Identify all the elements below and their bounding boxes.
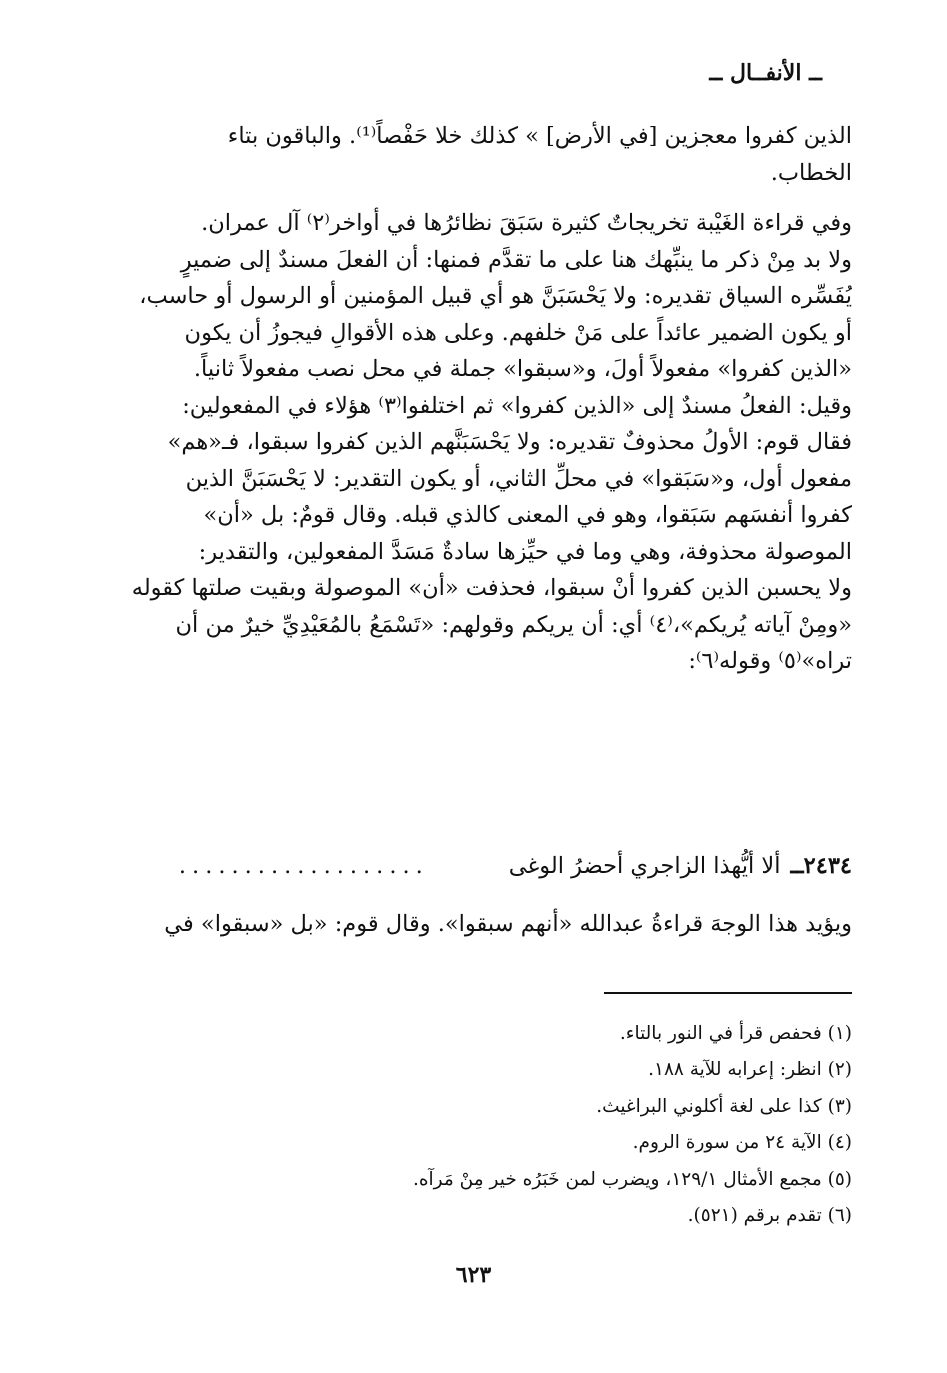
body-text bbox=[107, 118, 852, 680]
body-line: «الذين كفروا» مفعولاً أولَ، و«سبقوا» جملة في محل نصب مفعولاً ثانياً. bbox=[193, 356, 852, 382]
body-line: «ومِنْ آياته يُريكم»،⁽٤⁾ أي: أن يريكم وقولهم: «تَسْمَعُ بالمُعَيْدِيِّ خيرٌ من أن bbox=[175, 611, 852, 638]
chapter-header: ــ الأنفــال ــ bbox=[709, 60, 822, 86]
poetry-verse bbox=[107, 848, 852, 884]
body-line: مفعول أول، و«سَبَقوا» في محلِّ الثاني، أو يكون التقدير: لا يَحْسَبَنَّ الذين bbox=[185, 465, 852, 492]
body-line: أو يكون الضمير عائداً على مَنْ خلفهم. وعلى هذه الأقوالِ فيجوزُ أن يكون bbox=[184, 319, 852, 346]
footnote: (٤) الآية ٢٤ من سورة الروم. bbox=[632, 1132, 852, 1154]
verse-number: ٢٤٣٤ــ bbox=[790, 853, 852, 879]
footnote: (٦) تقدم برقم (٥٢١). bbox=[687, 1205, 852, 1227]
footnote: (١) فحفص قرأ في النور بالتاء. bbox=[619, 1023, 852, 1044]
body-line: وقيل: الفعلُ مسندٌ إلى «الذين كفروا» ثم اختلفوا⁽٣⁾ هؤلاء في المفعولين: bbox=[182, 392, 852, 419]
body-line: الذين كفروا معجزين [في الأرض] » كذلك خلا حَفْصاً⁽¹⁾. والباقون بتاء bbox=[227, 123, 852, 149]
footnote: (٥) مجمع الأمثال ١٢٩/١، ويضرب لمن خَبَرُه خير مِنْ مَرآه. bbox=[412, 1168, 852, 1190]
footnote: (٢) انظر: إعرابه للآية ١٨٨. bbox=[648, 1059, 852, 1081]
body-line: ولا بد مِنْ ذكر ما ينبِّهك هنا على ما تقدَّم فمنها: أن الفعلَ مسندٌ إلى ضميرٍ bbox=[180, 246, 852, 273]
body-line: الموصولة محذوفة، وهي وما في حيِّزها سادةٌ مَسَدَّ المفعولين، والتقدير: bbox=[198, 538, 852, 565]
body-line: كفروا أنفسَهم سَبَقوا، وهو في المعنى كالذي قبله. وقال قومٌ: بل «أن» bbox=[203, 502, 852, 528]
page-number: ٦٢٣ bbox=[455, 1262, 492, 1288]
body-line: الخطاب. bbox=[770, 159, 852, 186]
body-line: يُفَسِّره السياق تقديره: ولا يَحْسَبَنَّ هو أي قبيل المؤمنين أو الرسول أو حاسب، bbox=[139, 283, 852, 309]
footnotes bbox=[107, 1016, 852, 1234]
body-line: ولا يحسبن الذين كفروا أنْ سبقوا، فحذفت «أن» الموصولة وبقيت صلتها كقوله bbox=[131, 575, 852, 601]
body-line: وفي قراءة الغَيْبة تخريجاتٌ كثيرة سَبَقَ نظائرُها في أواخر⁽٢⁾ آل عمران. bbox=[201, 210, 852, 236]
body-line: فقال قوم: الأولُ محذوفٌ تقديره: ولا يَحْسَبَنَّهم الذين كفروا سبقوا، فـ«هم» bbox=[167, 429, 852, 455]
verse-dots: ................... bbox=[178, 853, 429, 879]
body-line: ويؤيد هذا الوجهَ قراءةُ عبدالله «أنهم سبقوا». وقال قوم: «بل «سبقوا» في bbox=[164, 911, 852, 937]
footnote-divider bbox=[604, 992, 852, 994]
verse-text: ألا أيُّهذا الزاجري أحضرُ الوغى bbox=[508, 853, 781, 879]
footnote: (٣) كذا على لغة أكلوني البراغيث. bbox=[596, 1095, 852, 1117]
body-line: تراه»⁽٥⁾ وقوله⁽٦⁾: bbox=[688, 648, 852, 674]
